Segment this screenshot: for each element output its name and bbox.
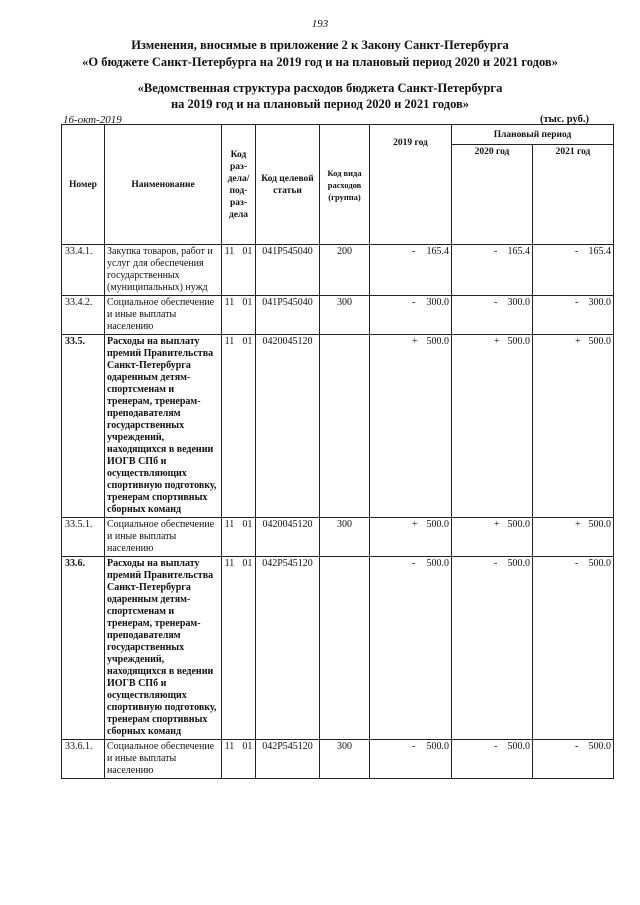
row-amount-2019 <box>370 518 452 557</box>
row-expense-type <box>320 557 370 740</box>
amount-value: 165.4 <box>426 246 449 257</box>
amount-sign: + <box>494 519 500 530</box>
row-expense-type: 300 <box>320 296 370 335</box>
row-amount-2020 <box>452 557 533 740</box>
page-number: 193 <box>311 18 329 30</box>
section-code: 11 <box>224 558 235 569</box>
document-title <box>0 37 640 71</box>
document-date: 16-окт-2019 <box>63 114 122 126</box>
amount-value: 500.0 <box>426 741 449 752</box>
amount-sign: - <box>494 741 498 752</box>
row-target-code: 0420045120 <box>256 335 320 518</box>
header-target-code: Код целевой статьи <box>256 125 320 245</box>
row-amount-2020 <box>452 518 533 557</box>
row-name: Закупка товаров, работ и услуг для обеспечения государственных (муниципальных) нужд <box>105 245 222 296</box>
header-section-code: Код раз-дела/ под-раз-дела <box>222 125 256 245</box>
document-subtitle <box>0 80 640 112</box>
table-header <box>62 125 614 245</box>
table-row <box>62 335 614 518</box>
row-number: 33.5. <box>62 335 105 518</box>
section-code: 11 <box>224 246 235 257</box>
header-2019: 2019 год <box>370 125 452 245</box>
row-amount-2019 <box>370 740 452 779</box>
amount-value: 500.0 <box>507 519 530 530</box>
amount-sign: - <box>412 246 416 257</box>
row-section-code <box>222 245 256 296</box>
row-section-code <box>222 557 256 740</box>
header-2021: 2021 год <box>533 145 614 245</box>
row-expense-type: 300 <box>320 740 370 779</box>
row-target-code: 042P545120 <box>256 557 320 740</box>
amount-sign: - <box>412 558 416 569</box>
amount-value: 500.0 <box>507 741 530 752</box>
row-amount-2021 <box>533 557 614 740</box>
row-name: Расходы на выплату премий Правительства Санкт-Петербурга одаренным детям-спортсменам и тренерам, тренерам-преподавателям государственных учреждений, находящихся в ведении ИОГВ СПб и осуществляющих спортивную подготовку, тренерам спортивных сборных команд <box>105 335 222 518</box>
row-name: Расходы на выплату премий Правительства Санкт-Петербурга одаренным детям-спортсменам и тренерам, тренерам-преподавателям государственных учреждений, находящихся в ведении ИОГВ СПб и осуществляющих спортивную подготовку, тренерам спортивных сборных команд <box>105 557 222 740</box>
section-code: 11 <box>224 297 235 308</box>
row-name: Социальное обеспечение и иные выплаты населению <box>105 518 222 557</box>
amount-sign: - <box>494 558 498 569</box>
row-expense-type: 200 <box>320 245 370 296</box>
subsection-code: 01 <box>242 246 253 257</box>
row-number: 33.4.1. <box>62 245 105 296</box>
row-amount-2020 <box>452 245 533 296</box>
row-number: 33.4.2. <box>62 296 105 335</box>
row-amount-2020 <box>452 296 533 335</box>
amount-value: 300.0 <box>507 297 530 308</box>
row-target-code: 0420045120 <box>256 518 320 557</box>
row-target-code: 042P545120 <box>256 740 320 779</box>
amount-value: 500.0 <box>507 336 530 347</box>
subsection-code: 01 <box>242 558 253 569</box>
subsection-code: 01 <box>242 297 253 308</box>
amount-value: 500.0 <box>426 336 449 347</box>
subsection-code: 01 <box>242 741 253 752</box>
row-expense-type: 300 <box>320 518 370 557</box>
amount-sign: + <box>575 519 581 530</box>
row-amount-2019 <box>370 557 452 740</box>
amount-value: 500.0 <box>588 336 611 347</box>
table-row <box>62 296 614 335</box>
row-section-code <box>222 335 256 518</box>
amount-sign: - <box>494 246 498 257</box>
row-target-code: 041P545040 <box>256 245 320 296</box>
header-number: Номер <box>62 125 105 245</box>
amount-sign: - <box>575 246 579 257</box>
table-row <box>62 245 614 296</box>
amount-value: 500.0 <box>588 519 611 530</box>
row-number: 33.6. <box>62 557 105 740</box>
table-row <box>62 557 614 740</box>
amount-value: 500.0 <box>588 741 611 752</box>
amount-sign: - <box>575 297 579 308</box>
row-amount-2019 <box>370 245 452 296</box>
row-target-code: 041P545040 <box>256 296 320 335</box>
row-amount-2021 <box>533 335 614 518</box>
amount-value: 300.0 <box>426 297 449 308</box>
header-expense-type: Код вида расходов (группа) <box>320 125 370 245</box>
amount-value: 165.4 <box>588 246 611 257</box>
row-amount-2021 <box>533 518 614 557</box>
amount-value: 300.0 <box>588 297 611 308</box>
amount-sign: + <box>412 336 418 347</box>
amount-sign: - <box>575 558 579 569</box>
section-code: 11 <box>224 336 235 347</box>
row-section-code <box>222 296 256 335</box>
row-name: Социальное обеспечение и иные выплаты населению <box>105 740 222 779</box>
row-amount-2021 <box>533 740 614 779</box>
table-row <box>62 740 614 779</box>
amount-value: 500.0 <box>426 519 449 530</box>
title-line-1: Изменения, вносимые в приложение 2 к Закону Санкт-Петербурга <box>131 38 509 52</box>
amount-sign: - <box>412 741 416 752</box>
header-name: Наименование <box>105 125 222 245</box>
amount-value: 500.0 <box>588 558 611 569</box>
section-code: 11 <box>224 519 235 530</box>
title-line-2: «О бюджете Санкт-Петербурга на 2019 год и на плановый период 2020 и 2021 годов» <box>82 55 558 69</box>
row-section-code <box>222 740 256 779</box>
row-number: 33.6.1. <box>62 740 105 779</box>
budget-table <box>61 124 614 779</box>
table-row <box>62 518 614 557</box>
row-amount-2019 <box>370 335 452 518</box>
section-code: 11 <box>224 741 235 752</box>
amount-sign: + <box>494 336 500 347</box>
header-2020: 2020 год <box>452 145 533 245</box>
amount-value: 165.4 <box>507 246 530 257</box>
row-amount-2021 <box>533 245 614 296</box>
row-amount-2020 <box>452 335 533 518</box>
subsection-code: 01 <box>242 336 253 347</box>
row-amount-2021 <box>533 296 614 335</box>
subtitle-line-1: «Ведомственная структура расходов бюджета Санкт-Петербурга <box>137 81 503 95</box>
amount-value: 500.0 <box>507 558 530 569</box>
row-number: 33.5.1. <box>62 518 105 557</box>
amount-sign: + <box>575 336 581 347</box>
subtitle-line-2: на 2019 год и на плановый период 2020 и 2021 годов» <box>170 97 470 111</box>
row-amount-2019 <box>370 296 452 335</box>
row-amount-2020 <box>452 740 533 779</box>
row-section-code <box>222 518 256 557</box>
amount-sign: + <box>412 519 418 530</box>
units-label: (тыс. руб.) <box>540 114 589 125</box>
row-expense-type <box>320 335 370 518</box>
row-name: Социальное обеспечение и иные выплаты населению <box>105 296 222 335</box>
amount-sign: - <box>575 741 579 752</box>
amount-sign: - <box>412 297 416 308</box>
amount-value: 500.0 <box>426 558 449 569</box>
subsection-code: 01 <box>242 519 253 530</box>
amount-sign: - <box>494 297 498 308</box>
table-body <box>62 245 614 779</box>
header-planned-period: Плановый период <box>452 125 614 145</box>
